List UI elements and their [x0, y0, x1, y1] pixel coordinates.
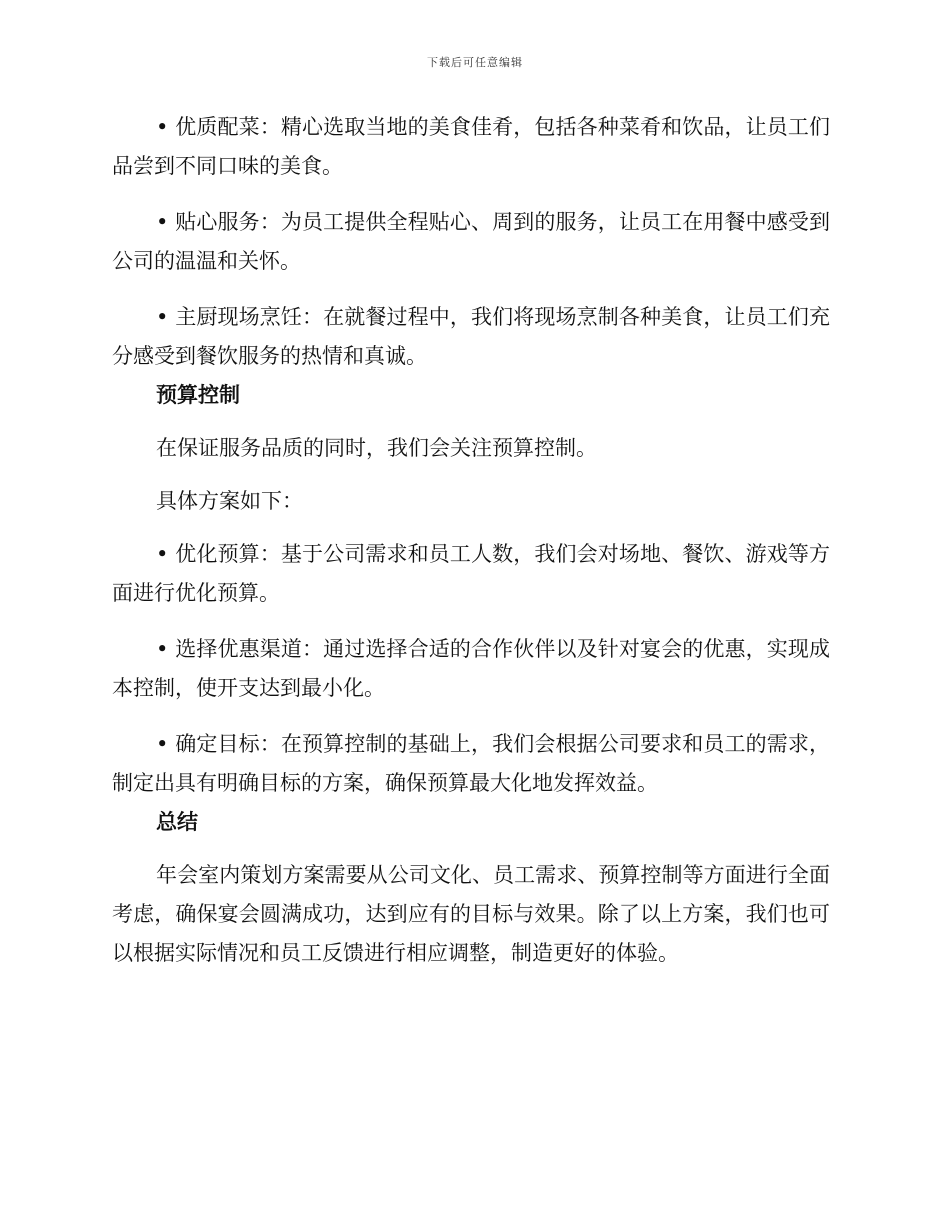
food-item-attentive-service: • 贴心服务：为员工提供全程贴心、周到的服务，让员工在用餐中感受到公司的温温和关怀。	[112, 210, 830, 273]
budget-item-optimize: • 优化预算：基于公司需求和员工人数，我们会对场地、餐饮、游戏等方面进行优化预算。	[112, 542, 830, 605]
document-body	[112, 108, 830, 973]
page-header-note: 下载后可任意编辑	[427, 56, 523, 69]
budget-item-set-goals: • 确定目标：在预算控制的基础上，我们会根据公司要求和员工的需求，制定出具有明确目标的方案，确保预算最大化地发挥效益。	[112, 732, 830, 795]
summary-heading: 总结	[156, 810, 198, 834]
budget-plan-label: 具体方案如下：	[156, 489, 303, 513]
food-item-live-cooking: • 主厨现场烹饪：在就餐过程中，我们将现场烹制各种美食，让员工们充分感受到餐饮服务的热情和真诚。	[112, 305, 830, 368]
budget-intro: 在保证服务品质的同时，我们会关注预算控制。	[156, 436, 597, 460]
budget-item-discount-channels: • 选择优惠渠道：通过选择合适的合作伙伴以及针对宴会的优惠，实现成本控制，使开支达到最小化。	[112, 637, 830, 700]
summary-body: 年会室内策划方案需要从公司文化、员工需求、预算控制等方面进行全面考虑，确保宴会圆满成功，达到应有的目标与效果。除了以上方案，我们也可以根据实际情况和员工反馈进行相应调整，制造更好的体验。	[112, 863, 830, 965]
food-item-quality-dishes: • 优质配菜：精心选取当地的美食佳肴，包括各种菜肴和饮品，让员工们品尝到不同口味的美食。	[112, 115, 830, 178]
budget-heading: 预算控制	[156, 383, 240, 407]
